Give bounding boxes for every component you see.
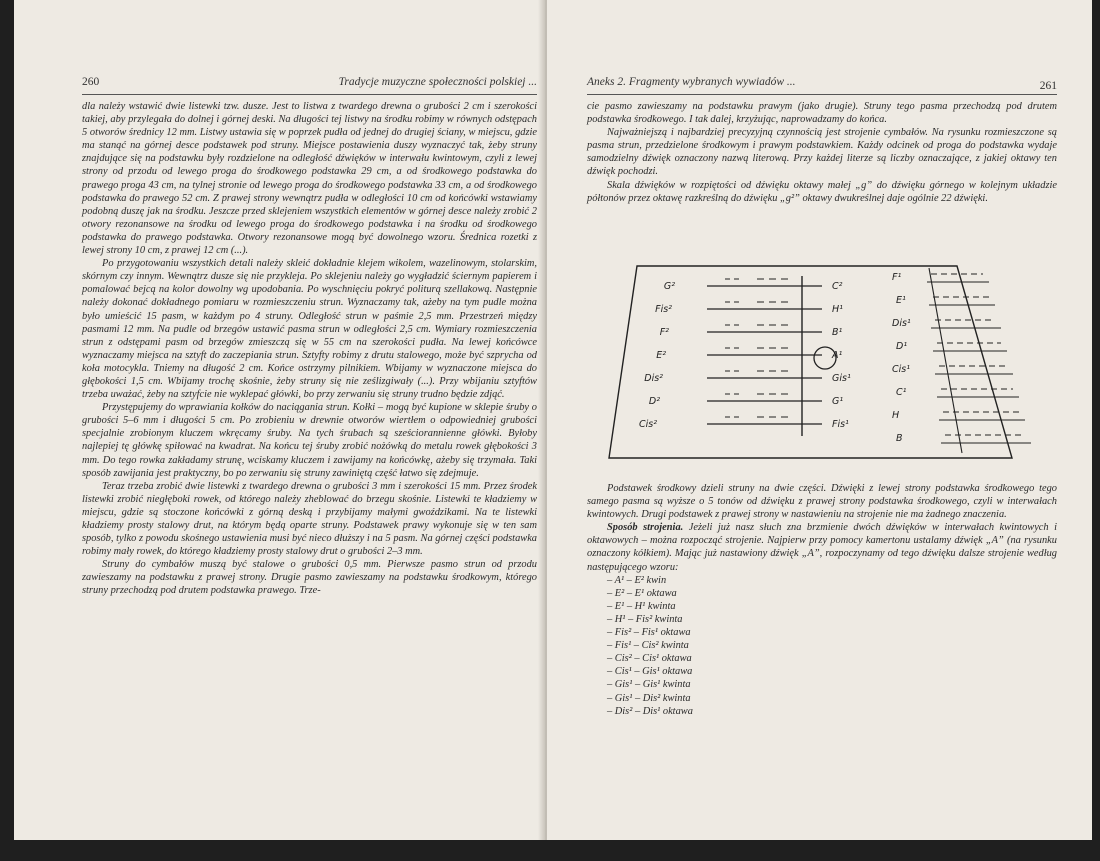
note-label: H¹ bbox=[832, 304, 843, 315]
note-label: H bbox=[892, 410, 900, 421]
left-page-body bbox=[82, 100, 537, 598]
tuning-steps-list bbox=[587, 574, 1057, 718]
note-label: C² bbox=[832, 281, 843, 292]
note-label: G¹ bbox=[832, 396, 844, 407]
note-label: Fis² bbox=[655, 304, 672, 315]
right-header-rule bbox=[587, 94, 1057, 95]
list-item: – Gis¹ – Gis¹ kwinta bbox=[607, 679, 691, 691]
note-label: E² bbox=[656, 350, 666, 361]
note-label: Fis¹ bbox=[832, 419, 849, 430]
list-item: – Dis² – Dis¹ oktawa bbox=[607, 705, 693, 717]
paragraph: Najważniejszą i najbardziej precyzyjną czynnością jest strojenie cymbałów. Na rysunku rozmieszczone są pasma strun, przedzielone środkowym i prawym podstawkiem. Każdy odcinek od proga do podstawka wydaje samodzielny dźwięk oznaczony nazwą literową. Przy każdej literze są liczby oznaczające, z jakiej oktawy ten dźwięk pochodzi. bbox=[587, 127, 1057, 178]
note-label: F¹ bbox=[892, 272, 902, 283]
list-item: – Fis¹ – Cis² kwinta bbox=[607, 640, 689, 652]
list-item: – E² – E¹ oktawa bbox=[607, 587, 677, 599]
list-item: – Cis¹ – Gis¹ oktawa bbox=[607, 666, 693, 678]
right-page-number: 261 bbox=[1039, 80, 1057, 92]
note-label: D² bbox=[648, 396, 660, 407]
list-item: – A¹ – E² kwin bbox=[607, 574, 667, 586]
section-text: Jeżeli już nasz słuch zna brzmienie dwóch dźwięków w interwałach kwintowych i oktawowych – można rozpocząć strojenie. Najpierw przy pomocy kamertonu ustalamy dźwięk „A” (na rysunku oznaczony kółkiem). Mając już nastawiony dźwięk „A”, rozpoczynamy od tego dźwięku dalsze strojenie według następującego wzoru: bbox=[587, 522, 1058, 573]
list-item: – Gis¹ – Dis² kwinta bbox=[607, 692, 691, 704]
left-header-rule bbox=[82, 94, 537, 95]
list-item: – E¹ – H¹ kwinta bbox=[607, 600, 676, 612]
right-page-body-top bbox=[587, 100, 1057, 205]
paragraph: dla należy wstawić dwie listewki tzw. dusze. Jest to listwa z twardego drewna o grubości 2 cm i szerokości takiej, aby przylegała do dolnej i górnej deski. Na długości tej listwy na środku robimy w równych odstępach 5 otworów średnicy 12 mm. Listwy ustawia się w poprzek pudła od jednej do drugiej ściany, w miejscu, gdzie ma stanąć na górnej desce podstawek pod struny. Miejsce postawienia duszy wyznaczyć tak, żeby struny znajdujące się na podstawku były rozdzielone na odległość dźwięków w interwału kwintowym, czyli z lewej strony od przodu od lewego proga do środkowego podstawka 29 cm, a od środkowego podstawka do prawego proga 43 cm, na tylnej stronie od lewego proga do środkowego podstawka 33 cm, a od środkowego podstawka do prawego 52 cm. Z prawej strony wewnątrz pudła w odległości 10 cm od końcówki wstawiamy podobną duszę jak na środku. Jeszcze przed sklejeniem wszystkich elementów w górnej desce należy zrobić 2 otwory rezonansowe na środku od lewego proga do środkowego podstawka i na środku od środkowego podstawka do prawego podstawka. Otwory rezonansowe mogą być dowolnego wzoru. Średnica rozetki z lewej strony 10 cm, z prawej 12 cm (...). bbox=[82, 101, 537, 257]
diagram-svg bbox=[607, 258, 1037, 473]
paragraph: cie pasmo zawieszamy na podstawku prawym (jako drugie). Struny tego pasma przechodzą pod drutem podstawka środkowego. I tak dalej, krzyżując, naprowadzamy do końca. bbox=[587, 101, 1057, 126]
note-label: G² bbox=[663, 281, 675, 292]
right-page bbox=[547, 0, 1092, 840]
note-label: C¹ bbox=[896, 387, 907, 398]
note-label: Cis² bbox=[638, 419, 657, 430]
left-page-title: Tradycje muzyczne społeczności polskiej ... bbox=[338, 76, 537, 88]
dulcimer-strings-diagram bbox=[607, 258, 1037, 473]
list-item: – Fis² – Fis¹ oktawa bbox=[607, 627, 691, 639]
section-heading: Sposób strojenia. bbox=[607, 522, 684, 534]
note-label: B bbox=[896, 433, 903, 444]
paragraph: Po przygotowaniu wszystkich detali należy skleić dokładnie klejem wikolem, wazelinowym, stolarskim, skórnym czy innym. Wewnątrz dusze się nie przykleja. Po sklejeniu należy go wygładzić ściernym papierem i pomalować bejcą na kolor dowolny wg upodobania. Po wyschnięciu pokryć politurą szellakową. Następnie należy dokonać dokładnego pomiaru w rozmieszczeniu strun. Wyznaczamy tak, ażeby na tym pudle można było umieścić 15 pasm, w każdym po 4 struny. Odległość strun w paśmie 2,5 mm. Przestrzeń między pasmami 12 mm. Na pudle od brzegów ustawić pasma strun w odległości 2,5 cm. Wymiary rozmieszczenia strun z odstępami pasm od brzegów zmieszczą się w 55 cm na szerokości pudła. Na lewej końcówce wyznaczamy miejsca na sztyft do zaczepiania strun. Sztyfty robimy z drutu stalowego, może być szprycha od koła motocykla. Tniemy na długość 2 cm. Końce ostrzymy pilnikiem. Wbijamy w wyznaczone miejsca do głębokości 1,5 cm. Wbijamy trochę skośnie, żeby struny się nie ześlizgiwały (...). Przy wbijaniu sztyftów trzeba uważać, żeby na sztyfcie nie wyklepać główki, bo przy zerwaniu się struny trudno będzie zdjąć. bbox=[82, 258, 537, 401]
note-label: Cis¹ bbox=[892, 364, 911, 375]
paragraph: Teraz trzeba zrobić dwie listewki z twardego drewna o grubości 3 mm i szerokości 15 mm. Przez środek listewki zrobić niegłęboki rowek, od którego należy zheblować do brzegu skośnie. Listewki te kładziemy w miejscu, gdzie są stoczone końcówki z górną deską i przybijamy małymi gwoździkami. Na te listewki kładziemy prosty stalowy drut, na którym będą oparte struny. Podstawek prawy wykonuje się w ten sam sposób, tylko z powodu skośnego ustawienia musi być nieco dłuższy i na 5 pasm. Na górnej części podstawka robimy mały rowek, do którego kładziemy prosty stalowy drut o grubości 2–3 mm. bbox=[82, 480, 537, 558]
right-running-header bbox=[587, 76, 1057, 92]
note-label: Dis¹ bbox=[892, 318, 911, 329]
list-item: – Cis² – Cis¹ oktawa bbox=[607, 653, 692, 665]
note-label: D¹ bbox=[896, 341, 908, 352]
paragraph: Przystępujemy do wprawiania kołków do naciągania strun. Kołki – mogą być kupione w sklepie śruby o grubości 5–6 mm i długości 5 cm. Po zrobieniu w drewnie otworów wiertłem o odpowiedniej grubości specjalnie zrobionym kluczem wkręcamy śruby. Na tych śrubach są sześciorannienne główki. Byłoby najlepiej tę główkę spiłować na kwadrat. Na końcu tej śruby zrobić nożówką do metalu rowek głębokości 3 mm. Do tego rowka zakładamy strunę, wciskamy kluczem i zawijamy na końcówkę, ażeby się trzymała. Taki sposób zawijania jest praktyczny, bo po zerwaniu się struny zawiniętą część łatwo się zdejmuje. bbox=[82, 402, 537, 479]
note-label: B¹ bbox=[832, 327, 843, 338]
right-bridge-line bbox=[929, 268, 962, 453]
left-running-header bbox=[82, 76, 537, 88]
paragraph: Struny do cymbałów muszą być stalowe o grubości 0,5 mm. Pierwsze pasmo strun od przodu zawieszamy na podstawku z prawej strony. Drugie pasmo zawieszamy na podstawku środkowym, którego struny przechodzą pod drutem podstawka prawego. Trze- bbox=[82, 559, 537, 597]
note-label: A¹ bbox=[832, 350, 843, 361]
right-page-title: Aneks 2. Fragmenty wybranych wywiadów ... bbox=[587, 76, 796, 88]
paragraph bbox=[587, 521, 1057, 573]
paragraph: Podstawek środkowy dzieli struny na dwie części. Dźwięki z lewej strony podstawka środkowego tego samego pasma są wyższe o 5 tonów od dźwięku z prawej strony podstawka środkowego, czyli w interwałach kwintowych. Drugi podstawek z prawej strony w nastawieniu na strojenie nie ma żadnego znaczenia. bbox=[587, 483, 1057, 521]
paragraph: Skala dźwięków w rozpiętości od dźwięku oktawy małej „g” do dźwięku górnego w kolejnym układzie półtonów przez oktawę razkreślną do dźwięku „g²” oktawy dwukreślnej daje ogólnie 22 dźwięki. bbox=[587, 179, 1057, 204]
right-page-body-bottom bbox=[587, 482, 1057, 718]
left-page-number: 260 bbox=[82, 76, 100, 88]
list-item: – H¹ – Fis² kwinta bbox=[607, 613, 683, 625]
note-label: Gis¹ bbox=[832, 373, 851, 384]
note-label: Dis² bbox=[644, 373, 663, 384]
note-label: F² bbox=[659, 327, 669, 338]
left-page bbox=[14, 0, 544, 840]
note-label: E¹ bbox=[896, 295, 906, 306]
